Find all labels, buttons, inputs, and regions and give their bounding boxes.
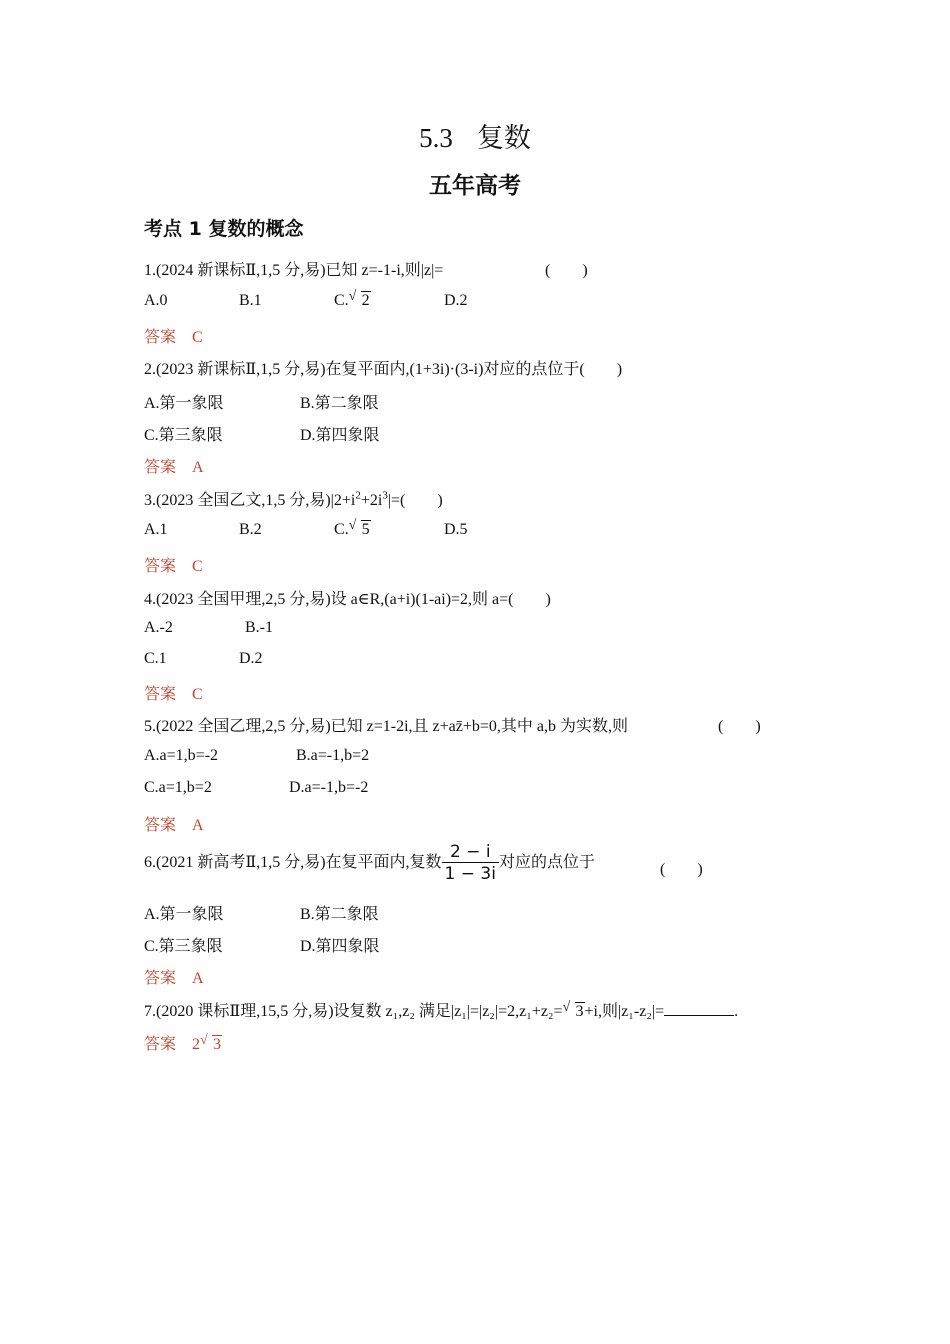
question-1-option-b: B.1: [239, 292, 262, 309]
question-1-answer: 答案 C: [144, 329, 203, 346]
fraction: $\frac{2 - i}{1 - 3i}$: [442, 842, 499, 885]
question-6-answer: 答案 A: [144, 970, 204, 987]
question-5-stem: 5.(2022 全国乙理,2,5 分,易)已知 z=1-2i,且 z+az̄+b=0,其中 a,b 为实数,则: [144, 718, 629, 735]
question-5-option-b: B.a=-1,b=2: [296, 747, 370, 764]
question-6-option-d: D.第四象限: [300, 938, 380, 955]
question-3-stem: 3.(2023 全国乙文,1,5 分,易)$|2+i^2+2i^3|=$( ): [144, 489, 443, 509]
question-3-option-a: A.1: [144, 521, 168, 538]
question-1-stem: 1.(2024 新课标Ⅱ,1,5 分,易)已知 z=-1-i,则|z|=: [144, 262, 444, 279]
question-1-option-d: D.2: [444, 292, 468, 309]
question-5-option-c: C.a=1,b=2: [144, 779, 212, 796]
question-1-paren: ( ): [545, 262, 588, 279]
question-4-option-a: A.-2: [144, 619, 173, 636]
section-number: 考点 1: [144, 218, 202, 240]
chapter-title: 复数: [476, 123, 531, 154]
question-6-option-a: A.第一象限: [144, 906, 224, 923]
question-5-paren: ( ): [718, 718, 761, 735]
question-4-option-c: C.1: [144, 650, 167, 667]
chapter-number: 5.3: [419, 123, 453, 153]
question-4-stem: 4.(2023 全国甲理,2,5 分,易)设 a∈R,(a+i)(1-ai)=2,则 a=( ): [144, 591, 551, 608]
question-1-option-c: C. √ 2: [334, 289, 370, 309]
question-6-option-b: B.第二象限: [300, 906, 379, 923]
question-4-answer: 答案 C: [144, 686, 203, 703]
section-heading: [144, 214, 303, 241]
sqrt-symbol: √ 3: [562, 1000, 584, 1020]
question-2-answer: 答案 A: [144, 459, 204, 476]
page-subtitle: 五年高考: [429, 173, 521, 199]
question-6-stem: 6.(2021 新高考Ⅱ,1,5 分,易)在复平面内,复数 $\frac{2 - i}{1 - 3i}$ 对应的点位于: [144, 842, 595, 884]
question-3-answer: 答案 C: [144, 558, 203, 575]
question-3-option-b: B.2: [239, 521, 262, 538]
sqrt-symbol: √ 5: [348, 518, 370, 538]
question-4-option-b: B.-1: [245, 619, 273, 636]
question-3-option-d: D.5: [444, 521, 468, 538]
question-3-option-c: C. √ 5: [334, 518, 370, 538]
sqrt-symbol: √ 2: [348, 289, 370, 309]
question-5-option-d: D.a=-1,b=-2: [289, 779, 369, 796]
question-2-option-d: D.第四象限: [300, 427, 380, 444]
answer-blank[interactable]: [664, 1003, 734, 1016]
question-7-stem: 7.(2020 课标Ⅱ理,15,5 分,易)设复数 z₁,z₂ 满足|z₁|=|z₂|=2,z₁+z₂= √ 3+i,则|z₁-z₂|= .: [144, 1000, 739, 1020]
question-6-option-c: C.第三象限: [144, 938, 223, 955]
question-2-option-c: C.第三象限: [144, 427, 223, 444]
question-6-paren: ( ): [660, 861, 703, 878]
question-5-option-a: A.a=1,b=-2: [144, 747, 219, 764]
question-2-option-a: A.第一象限: [144, 395, 224, 412]
question-2-option-b: B.第二象限: [300, 395, 379, 412]
question-1-option-a: A.0: [144, 292, 168, 309]
question-5-answer: 答案 A: [144, 817, 204, 834]
question-7-answer: 答案 2 √ 3: [144, 1033, 222, 1053]
question-4-option-d: D.2: [239, 650, 263, 667]
question-2-stem: 2.(2023 新课标Ⅱ,1,5 分,易)在复平面内,(1+3i)·(3-i)对应的点位于( ): [144, 361, 623, 378]
section-title: 复数的概念: [208, 218, 304, 240]
page-title: [0, 116, 950, 155]
sqrt-symbol: √ 3: [200, 1033, 222, 1053]
